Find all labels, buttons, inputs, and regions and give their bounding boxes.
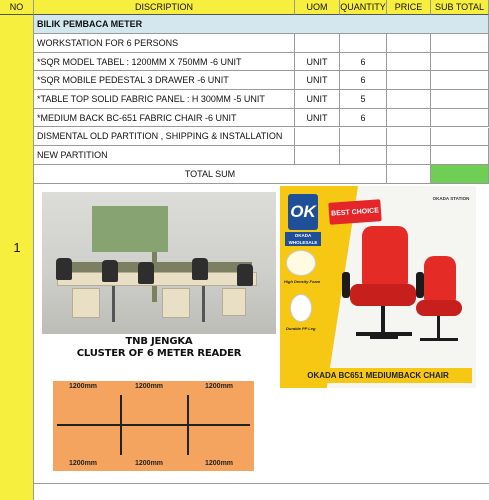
chair-backrest-small bbox=[424, 256, 456, 304]
row-quantity[interactable] bbox=[340, 34, 387, 53]
row-uom[interactable] bbox=[295, 34, 340, 53]
office-chair bbox=[56, 258, 72, 280]
chair-base-small bbox=[420, 338, 458, 341]
row-subtotal[interactable] bbox=[431, 34, 489, 53]
plan-label-bottom-1: 1200mm bbox=[69, 460, 98, 467]
no-column[interactable] bbox=[0, 15, 34, 500]
chair-seat-small bbox=[416, 300, 462, 316]
row-price[interactable] bbox=[387, 34, 431, 53]
plan-label-top-1: 1200mm bbox=[69, 383, 98, 390]
header-no[interactable]: NO bbox=[0, 0, 34, 15]
chair-backrest bbox=[362, 226, 408, 288]
best-choice-badge: BEST CHOICE bbox=[328, 199, 381, 225]
plan-divider-vertical bbox=[120, 395, 122, 455]
total-sum-label[interactable]: TOTAL SUM bbox=[34, 165, 387, 184]
pedestal bbox=[72, 288, 100, 318]
row-subtotal[interactable] bbox=[431, 128, 489, 147]
row-subtotal[interactable] bbox=[431, 109, 489, 128]
row-price[interactable] bbox=[387, 53, 431, 72]
desk-top bbox=[57, 272, 257, 286]
item-number: 1 bbox=[13, 240, 21, 255]
okada-station-brand: OKADA STATION bbox=[432, 196, 470, 201]
row-quantity[interactable]: 6 bbox=[340, 53, 387, 72]
row-uom[interactable]: UNIT bbox=[295, 71, 340, 90]
row-uom[interactable]: UNIT bbox=[295, 90, 340, 109]
row-subtotal[interactable] bbox=[431, 146, 489, 165]
okada-logo: OK bbox=[288, 194, 318, 230]
header-uom[interactable]: UOM bbox=[295, 0, 340, 15]
row-description[interactable]: *SQR MOBILE PEDESTAL 3 DRAWER -6 UNIT bbox=[34, 71, 295, 90]
desk-leg bbox=[202, 286, 205, 322]
chair-armrest bbox=[342, 272, 350, 298]
plan-label-bottom-3: 1200mm bbox=[205, 460, 234, 467]
pedestal bbox=[162, 288, 190, 318]
office-chair bbox=[102, 260, 118, 282]
office-chair bbox=[192, 258, 208, 280]
row-price[interactable] bbox=[387, 128, 431, 147]
feature-leg-label: Durable PP Leg bbox=[286, 326, 316, 331]
row-uom[interactable]: UNIT bbox=[295, 53, 340, 72]
header-quantity[interactable]: QUANTITY bbox=[340, 0, 387, 15]
fabric-panel bbox=[62, 262, 252, 272]
office-workstation-photo bbox=[42, 192, 276, 334]
chair-seat bbox=[350, 284, 416, 306]
row-description[interactable]: *TABLE TOP SOLID FABRIC PANEL : H 300MM -5 UNIT bbox=[34, 90, 295, 109]
row-description[interactable]: WORKSTATION FOR 6 PERSONS bbox=[34, 34, 295, 53]
row-price[interactable] bbox=[387, 146, 431, 165]
row-quantity[interactable] bbox=[340, 146, 387, 165]
header-description[interactable]: DISCRIPTION bbox=[34, 0, 295, 15]
photo-caption bbox=[42, 336, 276, 370]
plan-label-bottom-2: 1200mm bbox=[135, 460, 164, 467]
total-subtotal-cell[interactable] bbox=[431, 165, 489, 184]
header-price[interactable]: PRICE bbox=[387, 0, 431, 15]
office-chair bbox=[237, 264, 253, 286]
row-subtotal[interactable] bbox=[431, 71, 489, 90]
row-uom[interactable] bbox=[295, 128, 340, 147]
chair-gas-lift bbox=[381, 306, 385, 332]
foam-icon bbox=[286, 250, 316, 276]
caption-line-1: TNB JENGKA bbox=[125, 336, 193, 347]
row-uom[interactable] bbox=[295, 146, 340, 165]
row-price[interactable] bbox=[387, 71, 431, 90]
desk-leg bbox=[112, 286, 115, 322]
chair-armrest bbox=[416, 272, 424, 298]
chair-advert bbox=[280, 186, 476, 388]
row-subtotal[interactable] bbox=[431, 53, 489, 72]
row-quantity[interactable]: 6 bbox=[340, 109, 387, 128]
row-price[interactable] bbox=[387, 109, 431, 128]
row-description[interactable]: *MEDIUM BACK BC-651 FABRIC CHAIR -6 UNIT bbox=[34, 109, 295, 128]
row-description[interactable]: NEW PARTITION bbox=[34, 146, 295, 165]
okada-logo-subtitle: OKADA WHOLESALE bbox=[285, 232, 321, 246]
green-wall-panel bbox=[92, 206, 168, 252]
row-quantity[interactable]: 6 bbox=[340, 71, 387, 90]
plan-label-top-2: 1200mm bbox=[135, 383, 164, 390]
feature-foam-label: High Density Foam bbox=[284, 279, 321, 284]
header-subtotal[interactable]: SUB TOTAL bbox=[431, 0, 489, 15]
row-description[interactable]: DISMENTAL OLD PARTITION , SHIPPING & INSTALLATION bbox=[34, 128, 295, 147]
row-uom[interactable]: UNIT bbox=[295, 109, 340, 128]
product-name-band: OKADA BC651 MEDIUMBACK CHAIR bbox=[284, 368, 472, 383]
chair-gas-lift-small bbox=[437, 316, 440, 338]
plan-divider-horizontal bbox=[57, 424, 250, 426]
total-price-cell[interactable] bbox=[387, 165, 431, 184]
mini-chair-icon bbox=[290, 294, 312, 322]
plan-divider-vertical bbox=[187, 395, 189, 455]
office-chair bbox=[138, 262, 154, 284]
section-title[interactable]: BILIK PEMBACA METER bbox=[34, 15, 489, 34]
row-quantity[interactable]: 5 bbox=[340, 90, 387, 109]
chair-base bbox=[370, 336, 398, 339]
row-quantity[interactable] bbox=[340, 128, 387, 147]
row-price[interactable] bbox=[387, 90, 431, 109]
row-subtotal[interactable] bbox=[431, 90, 489, 109]
row-description[interactable]: *SQR MODEL TABEL : 1200MM X 750MM -6 UNIT bbox=[34, 53, 295, 72]
workstation-layout-plan bbox=[53, 381, 254, 471]
caption-line-2: CLUSTER OF 6 METER READER bbox=[76, 348, 242, 359]
pedestal bbox=[222, 288, 246, 316]
plan-label-top-3: 1200mm bbox=[205, 383, 234, 390]
